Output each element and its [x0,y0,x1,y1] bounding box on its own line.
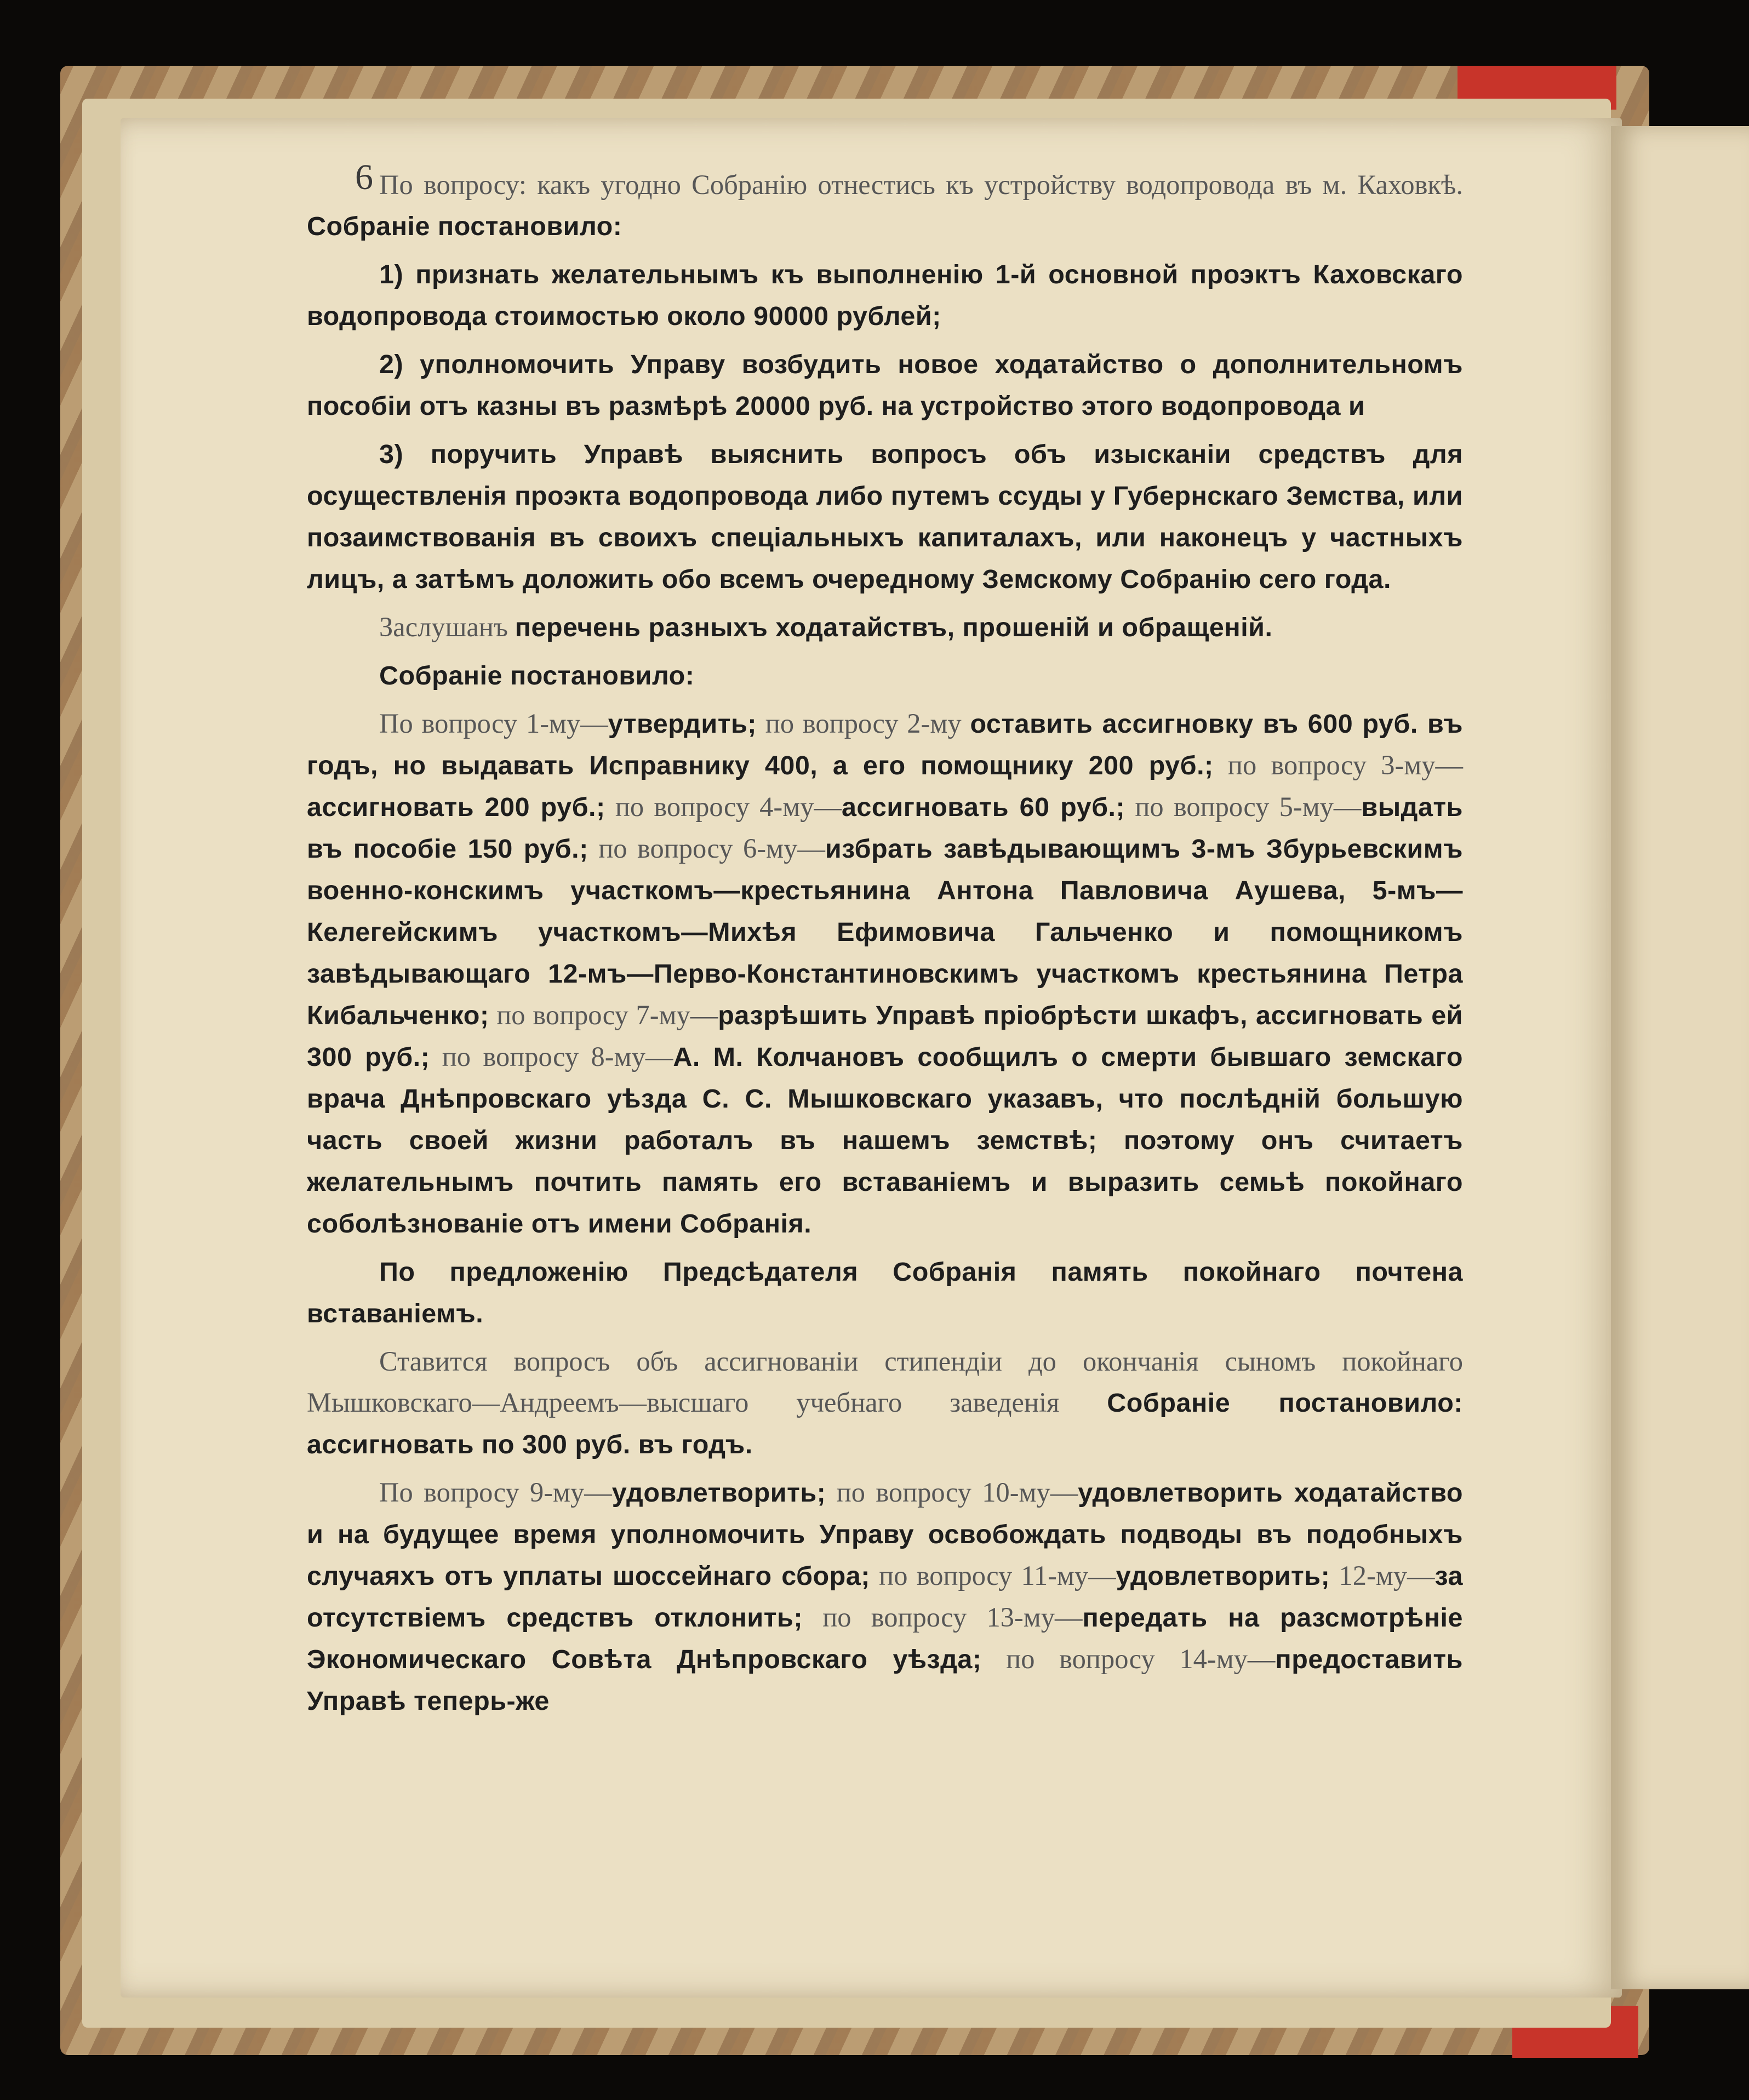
text-run-bold: оставить ассигновку въ 600 руб. въ годъ, но выдавать Исправнику 400, а его помощнику 200 руб.; [307,709,1463,780]
text-run: по вопросу 3-му— [1213,750,1463,780]
text-run-bold: передать на разсмотрѣніе Экономическаго Совѣта Днѣпровскаго уѣзда; [307,1603,1463,1674]
text-run-bold: удовлетворить; [1116,1561,1330,1591]
paragraph [307,344,1463,427]
text-run-bold: удовлетворить ходатайство и на будущее время уполномочить Управу освобождать подводы въ подобныхъ случаяхъ отъ уплаты шоссейнаго сбора; [307,1478,1463,1591]
text-run-bold: 2) уполномочить Управу возбудить новое ходатайство о дополнительномъ пособіи отъ казны въ размѣрѣ 20000 руб. на устройство этого водопровода и [307,350,1463,421]
text-run: по вопросу 7-му— [489,1000,718,1030]
text-run-bold: за отсутствіемъ средствъ отклонить; [307,1561,1463,1633]
text-run: по вопросу 13-му— [802,1602,1083,1633]
text-run-bold: избрать завѣдывающимъ 3-мъ Збурьевскимъ военно-конскимъ участкомъ—крестьянина Антона Павловича Аушева, 5-мъ—Келегейскимъ участкомъ—Михѣя Ефимовича Гальченко и помощникомъ завѣдывающаго 12-мъ—Перво-Константиновскимъ участкомъ крестьянина Петра Кибальченко; [307,834,1463,1030]
text-run: по вопросу 10-му— [826,1477,1078,1508]
text-run: По вопросу 1-му— [379,708,608,739]
paragraph [307,164,1463,247]
paragraph [307,433,1463,600]
text-run: по вопросу 8-му— [430,1041,673,1072]
text-run-bold: 3) поручить Управѣ выяснить вопросъ объ изысканіи средствъ для осуществленія проэкта водопровода либо путемъ ссуды у Губернскаго Земства, или позаимствованія въ своихъ спеціальныхъ капиталахъ, или наконецъ у частныхъ лицъ, а затѣмъ доложить обо всемъ очередному Земскому Собранію сего года. [307,440,1463,594]
text-run-bold: предоставить Управѣ теперь-же [307,1645,1463,1716]
text-run-bold: ассигновать 60 руб.; [841,792,1125,822]
text-run: по вопросу 6-му— [588,833,825,864]
text-run-bold: Собраніе постановило: [307,212,622,241]
page-text [307,164,1463,1722]
paragraph [307,1341,1463,1465]
text-run-bold: Собраніе постановило: ассигновать по 300 руб. въ годъ. [307,1388,1463,1459]
text-run: по вопросу 5-му— [1125,791,1362,822]
text-run: Ставится вопросъ объ ассигнованіи стипендіи до окончанія сыномъ покойнаго Мышковскаго—Андреемъ—высшаго учебнаго заведенія [307,1346,1463,1418]
text-run: по вопросу 2-му [756,708,970,739]
text-run: по вопросу 4-му— [605,791,842,822]
text-run-bold: А. М. Колчановъ сообщилъ о смерти бывшаго земскаго врача Днѣпровскаго уѣзда С. С. Мышковскаго указавъ, что послѣдній большую часть своей жизни работалъ въ нашемъ земствѣ; поэтому онъ считаетъ желательнымъ почтить память его вставаніемъ и выразить семьѣ покойнаго соболѣзнованіе отъ имени Собранія. [307,1042,1463,1239]
text-run: 12-му— [1330,1560,1435,1591]
paragraph [307,703,1463,1245]
paragraph [307,254,1463,337]
text-run: По вопросу 9-му— [379,1477,612,1508]
text-run-bold: Собраніе постановило: [379,661,695,691]
text-run-bold: выдать въ пособіе 150 руб.; [307,792,1463,864]
text-run: По вопросу: какъ угодно Собранію отнестись къ устройству водопровода въ м. Каховкѣ. [379,169,1463,200]
text-run: по вопросу 11-му— [870,1560,1116,1591]
paragraph [307,607,1463,648]
text-run-bold: удовлетворить; [611,1478,826,1508]
text-run-bold: ассигновать 200 руб.; [307,792,605,822]
text-run: Заслушанъ [379,612,515,642]
page-number: 6 [355,157,373,197]
text-run-bold: По предложенію Предсѣдателя Собранія память покойнаго почтена вставаніемъ. [307,1257,1463,1328]
text-run: по вопросу 14-му— [981,1644,1276,1674]
text-run-bold: перечень разныхъ ходатайствъ, прошеній и обращеній. [515,613,1273,642]
facing-page-edge [1611,126,1749,1989]
paragraph [307,1251,1463,1334]
paragraph [307,1472,1463,1722]
text-run-bold: утвердить; [608,709,757,739]
paragraph [307,655,1463,697]
text-run-bold: 1) признать желательнымъ къ выполненію 1-й основной проэктъ Каховскаго водопровода стоимостью около 90000 рублей; [307,260,1463,331]
text-run-bold: разрѣшить Управѣ пріобрѣсти шкафъ, ассигновать ей 300 руб.; [307,1001,1463,1072]
